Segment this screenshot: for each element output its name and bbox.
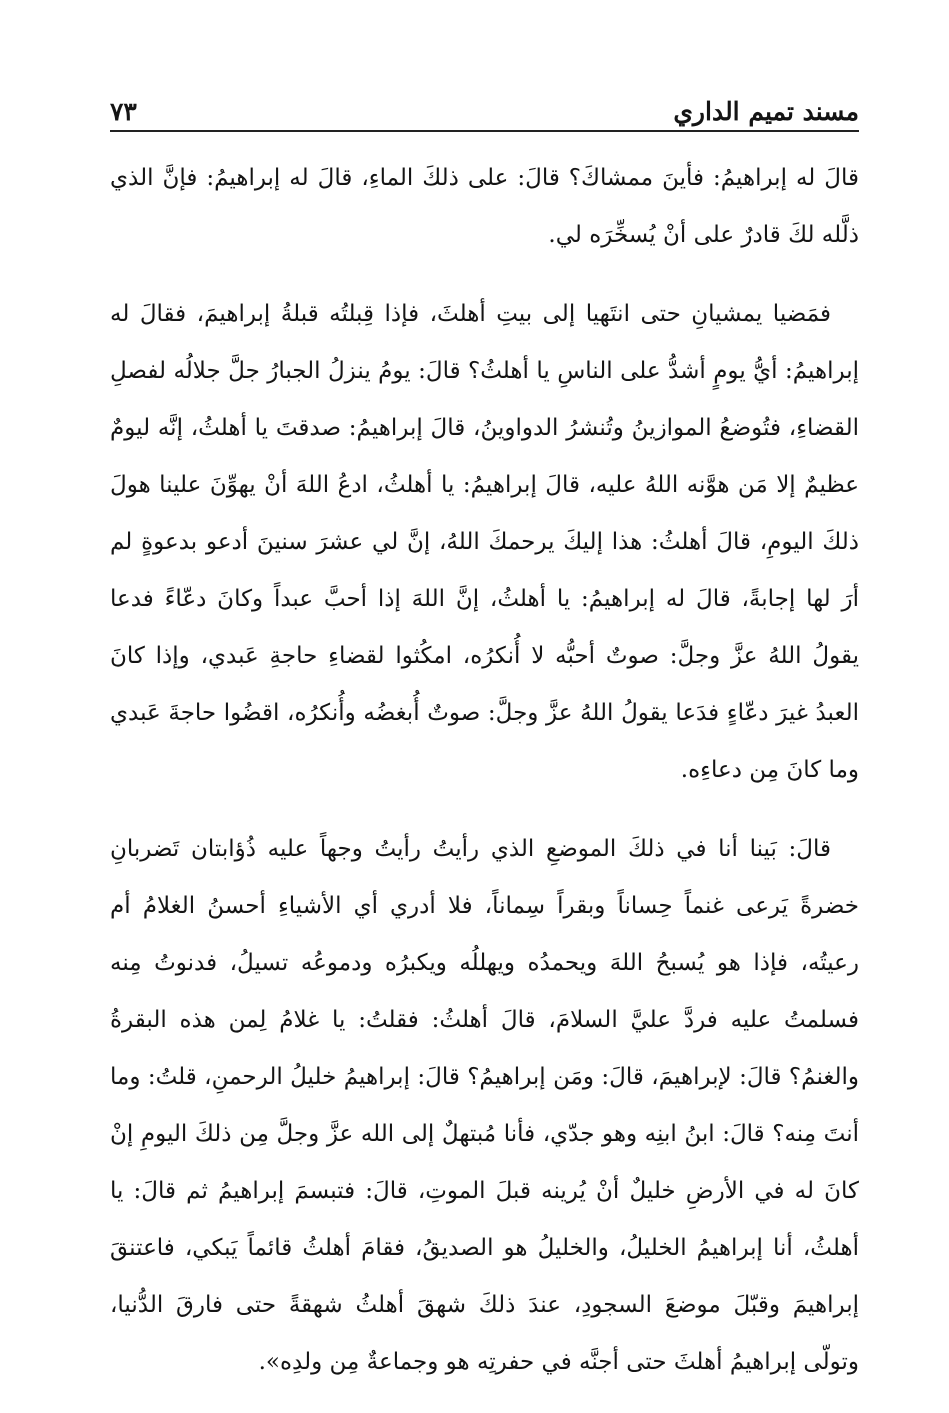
- body-text: [110, 150, 859, 1413]
- page-number: ٧٣: [110, 97, 137, 126]
- paragraph: فمَضيا يمشيانِ حتى انتَهيا إلى بيتِ أهلثَ، فإذا قِبلتُه قبلةُ إبراهيمَ، فقالَ له إبراهيمُ: أيُّ يومٍ أشدُّ على الناسِ يا أهلثُ؟ قالَ: يومُ ينزلُ الجبارُ جلَّ جلالُه لفصلِ القضاءِ، فتُوضعُ الموازينُ وتُنشرُ الدواوينُ، قالَ إبراهيمُ: صدقتَ يا أهلثُ، إنَّه ليومٌ عظيمٌ إلا مَن هوَّنه اللهُ عليه، قالَ إبراهيمُ: يا أهلثُ، ادعُ اللهَ أنْ يهوِّنَ علينا هولَ ذلكَ اليومِ، قالَ أهلثُ: هذا إليكَ يرحمكَ اللهُ، إنَّ لي عشرَ سنينَ أدعو بدعوةٍ لم أرَ لها إجابةً، قالَ له إبراهيمُ: يا أهلثُ، إنَّ اللهَ إذا أحبَّ عبداً وكانَ دعّاءً فدعا يقولُ اللهُ عزَّ وجلَّ: صوتٌ أحبُّه لا أُنكرُه، امكُثوا لقضاءِ حاجةِ عَبدي، وإذا كانَ العبدُ غيرَ دعّاءٍ فدَعا يقولُ اللهُ عزَّ وجلَّ: صوتٌ أُبغضُه وأُنكرُه، اقضُوا حاجةَ عَبدي وما كانَ مِن دعاءِه.: [110, 301, 859, 783]
- running-title: مسند تميم الداري: [673, 97, 859, 126]
- paragraph: قالَ له إبراهيمُ: فأينَ ممشاكَ؟ قالَ: على ذلكَ الماءِ، قالَ له إبراهيمُ: فإنَّ الذي ذلَّله لكَ قادرٌ على أنْ يُسخِّرَه لي.: [110, 165, 859, 248]
- running-header: [110, 88, 859, 124]
- paragraph: قالَ: بَينا أنا في ذلكَ الموضعِ الذي رأيتُ رأيتُ وجهاً عليه ذُؤابتان تَضربانِ خضرةً يَرعى غنماً حِساناً وبقراً سِماناً، فلا أدري أي الأشياءِ أحسنُ الغلامُ أم رعيتُه، فإذا هو يُسبحُ اللهَ ويحمدُه ويهللُه ويكبرُه ودموعُه تسيلُ، فدنوتُ مِنه فسلمتُ عليه فردَّ عليَّ السلامَ، قالَ أهلثُ: فقلتُ: يا غلامُ لِمن هذه البقرةُ والغنمُ؟ قالَ: لإبراهيمَ، قالَ: ومَن إبراهيمُ؟ قالَ: إبراهيمُ خليلُ الرحمنِ، قلتُ: وما أنتَ مِنه؟ قالَ: ابنُ ابنِه وهو جدّي، فأنا مُبتهلٌ إلى الله عزَّ وجلَّ مِن ذلكَ اليومِ إنْ كانَ له في الأرضِ خليلٌ أنْ يُرينه قبلَ الموتِ، قالَ: فتبسمَ إبراهيمُ ثم قالَ: يا أهلثُ، أنا إبراهيمُ الخليلُ، والخليلُ هو الصديقُ، فقامَ أهلثُ قائماً يَبكي، فاعتنقَ إبراهيمَ وقبّلَ موضعَ السجودِ، عندَ ذلكَ شهقَ أهلثُ شهقةً حتى فارقَ الدُّنيا، وتولّى إبراهيمُ أهلثَ حتى أجنَّه في حفرتِه هو وجماعةٌ مِن ولدِه».: [110, 836, 860, 1375]
- header-rule: [110, 130, 859, 132]
